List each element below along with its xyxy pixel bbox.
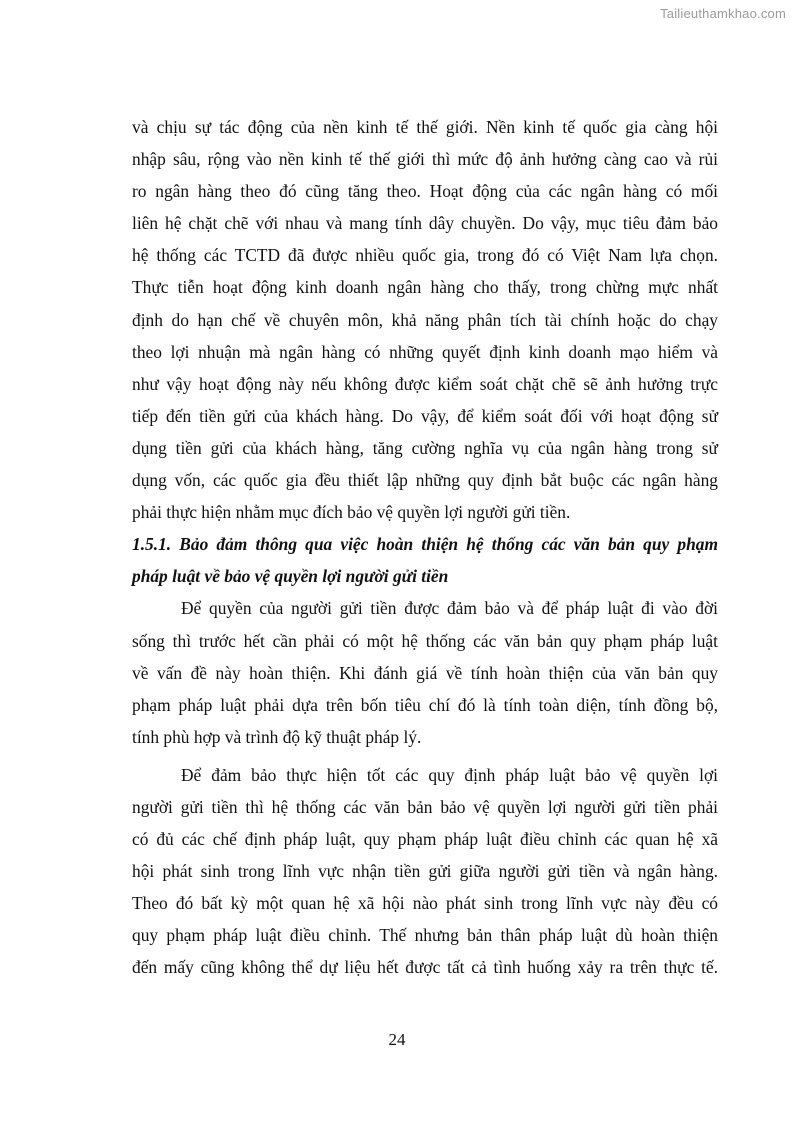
text-line: đến mấy cũng không thể dự liệu hết được tất cả tình huống xảy ra trên thực tế. bbox=[132, 957, 718, 978]
section-heading bbox=[132, 528, 718, 592]
text-line: như vậy hoạt động này nếu không được kiểm soát chặt chẽ sẽ ảnh hưởng trực bbox=[132, 373, 718, 394]
text-line: dụng tiền gửi của khách hàng, tăng cường nghĩa vụ của ngân hàng trong sử bbox=[132, 437, 718, 458]
text-line: liên hệ chặt chẽ với nhau và mang tính dây chuyền. Do vậy, mục tiêu đảm bảo bbox=[132, 213, 718, 234]
text-line: và chịu sự tác động của nền kinh tế thế giới. Nền kinh tế quốc gia càng hội bbox=[132, 117, 718, 137]
text-line: có đủ các chế định pháp luật, quy phạm pháp luật điều chỉnh các quan hệ xã bbox=[132, 829, 718, 850]
text-line: Để quyền của người gửi tiền được đảm bảo và để pháp luật đi vào đời bbox=[181, 598, 718, 619]
text-line: nhập sâu, rộng vào nền kinh tế thế giới thì mức độ ảnh hưởng càng cao và rủi bbox=[132, 149, 718, 170]
heading-line: pháp luật về bảo vệ quyền lợi người gửi tiền bbox=[132, 566, 449, 587]
text-line: quy phạm pháp luật điều chỉnh. Thế nhưng bản thân pháp luật dù hoàn thiện bbox=[132, 925, 718, 946]
text-line: định do hạn chế về chuyên môn, khả năng phân tích tài chính hoặc do chạy bbox=[132, 309, 718, 330]
text-line: ro ngân hàng theo đó cũng tăng theo. Hoạt động của các ngân hàng có mối bbox=[132, 181, 718, 202]
text-line: phạm pháp luật phải dựa trên bốn tiêu chí đó là tính toàn diện, tính đồng bộ, bbox=[132, 694, 718, 715]
page-number: 24 bbox=[388, 1030, 406, 1049]
paragraph-continuation bbox=[132, 111, 718, 528]
heading-line: 1.5.1. Bảo đảm thông qua việc hoàn thiện hệ thống các văn bản quy phạm bbox=[132, 534, 718, 555]
text-line: về vấn đề này hoàn thiện. Khi đánh giá về tính hoàn thiện của văn bản quy bbox=[132, 662, 718, 683]
text-line: tính phù hợp và trình độ kỹ thuật pháp lý. bbox=[132, 726, 422, 747]
watermark: Tailieuthamkhao.com bbox=[660, 6, 786, 21]
text-line: hệ thống các TCTD đã được nhiều quốc gia, trong đó có Việt Nam lựa chọn. bbox=[132, 245, 718, 266]
text-line: người gửi tiền thì hệ thống các văn bản bảo vệ quyền lợi người gửi tiền phải bbox=[132, 796, 718, 817]
page-content bbox=[132, 111, 718, 984]
text-line: phải thực hiện nhằm mục đích bảo vệ quyền lợi người gửi tiền. bbox=[132, 502, 571, 523]
text-line: sống thì trước hết cần phải có một hệ thống các văn bản quy phạm pháp luật bbox=[132, 630, 718, 651]
text-line: tiếp đến tiền gửi của khách hàng. Do vậy, để kiểm soát đối với hoạt động sử bbox=[132, 405, 718, 426]
paragraph-legal-system bbox=[132, 759, 718, 984]
text-line: Thực tiễn hoạt động kinh doanh ngân hàng cho thấy, trong chừng mực nhất bbox=[132, 277, 718, 298]
paragraph-criteria bbox=[132, 592, 718, 752]
text-line: hội phát sinh trong lĩnh vực nhận tiền gửi giữa người gửi tiền và ngân hàng. bbox=[132, 861, 718, 882]
text-line: Để đảm bảo thực hiện tốt các quy định pháp luật bảo vệ quyền lợi bbox=[181, 764, 718, 785]
text-line: dụng vốn, các quốc gia đều thiết lập những quy định bắt buộc các ngân hàng bbox=[132, 470, 718, 491]
text-line: Theo đó bất kỳ một quan hệ xã hội nào phát sinh trong lĩnh vực này đều có bbox=[132, 893, 718, 914]
text-line: theo lợi nhuận mà ngân hàng có những quyết định kinh doanh mạo hiểm và bbox=[132, 341, 718, 362]
